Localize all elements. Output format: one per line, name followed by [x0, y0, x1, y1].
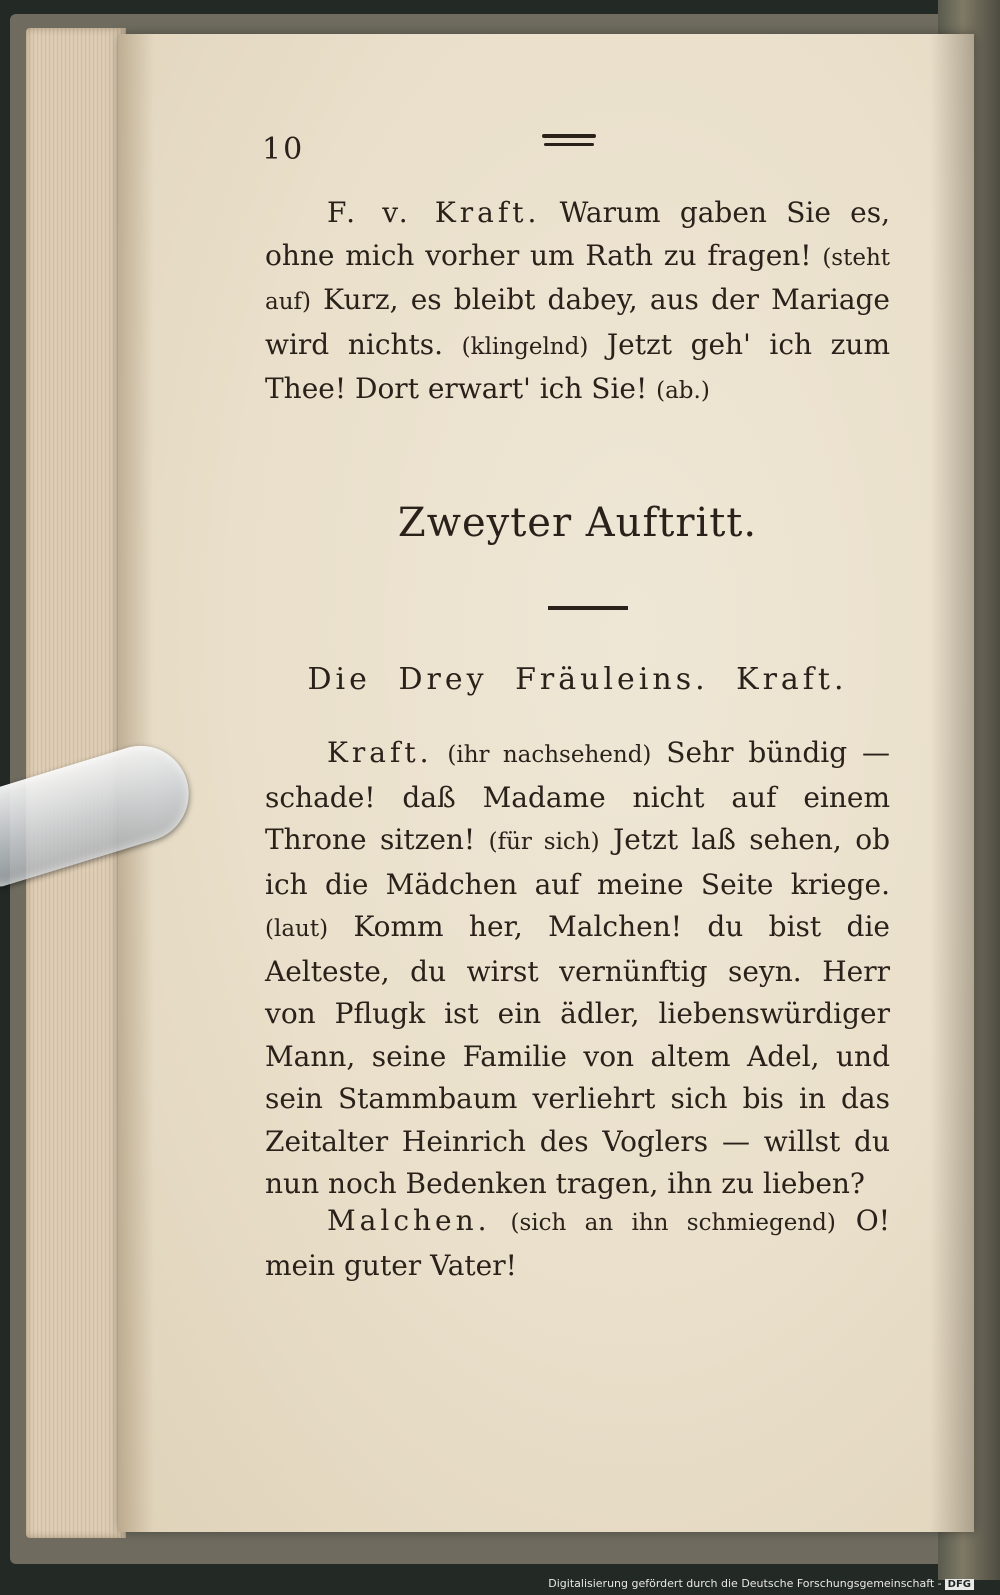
- stage-direction: (klingelnd): [461, 333, 589, 360]
- seg-1-5: Komm her, Malchen! du bist die Aelteste, du wirst vernünftig seyn. Herr von Pflugk ist ein ädler, liebenswürdiger Mann, seine Familie von altem Adel, und sein Stammbaum verliehrt sich bis in das Zeitalter Heinrich des Voglers — willst du nun noch Bedenken tragen, ihn zu lieben?: [265, 910, 890, 1200]
- section-divider: [548, 606, 628, 610]
- paragraph-fv-kraft: [265, 192, 890, 413]
- speaker-name: F. v. Kraft.: [327, 196, 541, 229]
- speaker-name: Kraft.: [327, 736, 433, 769]
- page-number: 10: [262, 132, 305, 167]
- stage-direction: (steht auf): [265, 244, 890, 315]
- seg-1-1: Sehr bündig — schade! daß Madame nicht auf einem Throne sitzen!: [265, 736, 891, 856]
- speaker-name: Malchen.: [327, 1204, 491, 1237]
- page-edge-shadow: [930, 34, 974, 1532]
- scene-heading: Zweyter Auftritt.: [397, 500, 758, 546]
- seg-1-3: Jetzt laß sehen, ob ich die Mädchen auf meine Seite kriege.: [265, 823, 890, 901]
- stage-direction: (für sich): [488, 829, 600, 855]
- seg-0-0: Warum gaben Sie es, ohne mich vorher um Rath zu fragen!: [265, 196, 890, 272]
- stage-direction: (laut): [265, 916, 329, 942]
- paragraph-malchen: [265, 1200, 890, 1287]
- digitization-credit: [548, 1577, 974, 1590]
- header-ornament-line: [544, 143, 594, 146]
- cast-line: Die Drey Fräuleins. Kraft.: [307, 662, 848, 697]
- seg-0-4: Jetzt geh' ich zum Thee! Dort erwart' ich Sie!: [265, 327, 890, 405]
- stage-direction: (ab.): [656, 378, 710, 404]
- stage-direction: (ihr nachsehend): [447, 742, 652, 768]
- seg-0-2: Kurz, es bleibt dabey, aus der Mariage wird nichts.: [265, 283, 890, 361]
- seg-2-1: O! mein guter Vater!: [265, 1204, 891, 1282]
- dfg-logo: DFG: [945, 1579, 974, 1590]
- paragraph-kraft: [265, 732, 890, 1206]
- stage-direction: (sich an ihn schmiegend): [510, 1210, 836, 1236]
- credit-text: Digitalisierung gefördert durch die Deutsche Forschungsgemeinschaft -: [548, 1577, 942, 1590]
- header-ornament: [542, 134, 596, 138]
